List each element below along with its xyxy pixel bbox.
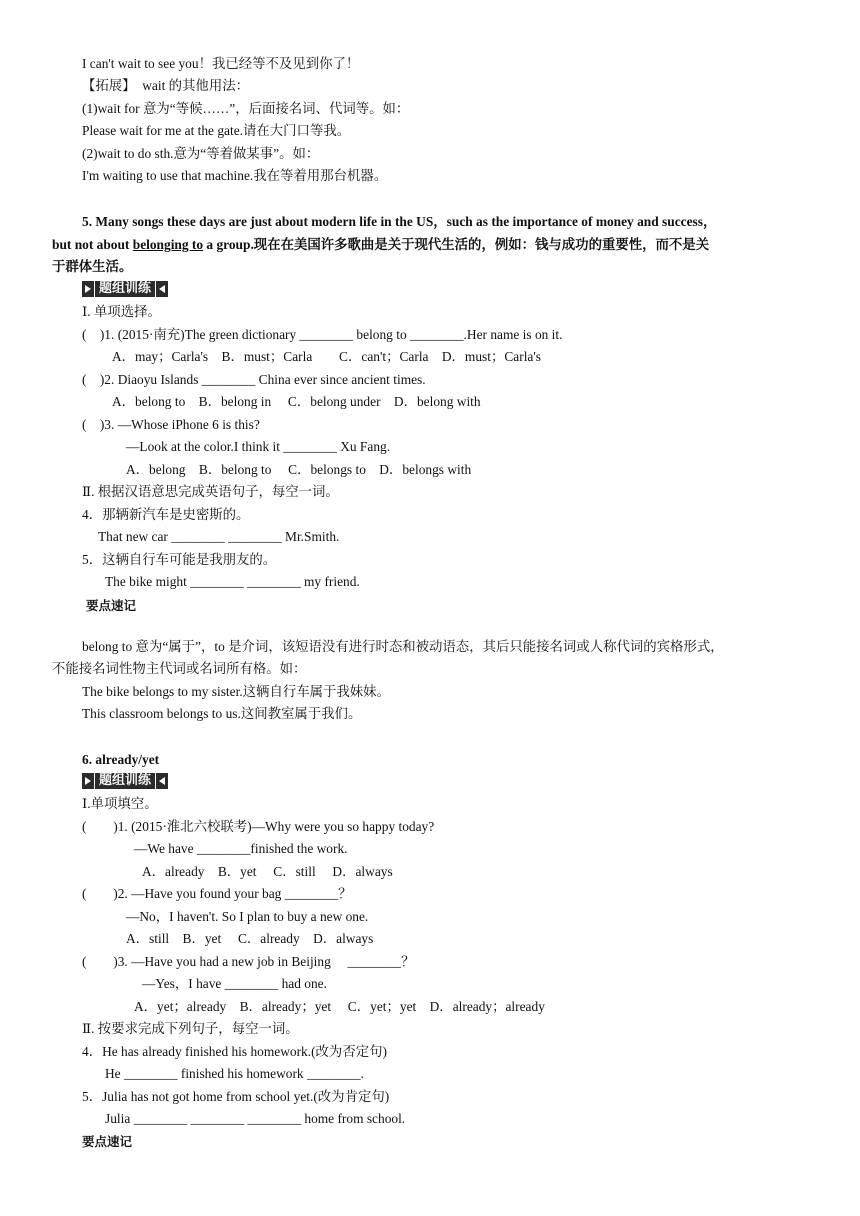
item5-note-example2: This classroom belongs to us.这间教室属于我们。 — [82, 706, 362, 721]
item5-q1-options: A．may；Carla's B．must；Carla C．can't；Carla D．must；Carla's — [112, 349, 541, 364]
item5-line2-post: a group.现在在美国许多歌曲是关于现代生活的，例如：钱与成功的重要性，而不是关 — [203, 237, 710, 252]
item6-section2-title: Ⅱ. 按要求完成下列句子，每空一词。 — [82, 1021, 299, 1036]
item6-q5-english: Julia ________ ________ ________ home from school. — [105, 1111, 406, 1126]
item5-q3: ( )3. —Whose iPhone 6 is this? — [82, 417, 260, 432]
item5-heading-line2 — [52, 236, 709, 254]
item5-q4-english: That new car ________ ________ Mr.Smith. — [98, 529, 340, 544]
item6-q3-options: A．yet；already B．already；yet C．yet；yet D．already；already — [134, 999, 545, 1014]
item5-practice-tag — [82, 281, 168, 297]
item6-practice-tag — [82, 773, 168, 789]
item6-q4: 4．He has already finished his homework.(改为否定句) — [82, 1044, 387, 1059]
item5-notes-title: 要点速记 — [86, 598, 137, 613]
item6-q1-reply: —We have ________finished the work. — [134, 841, 348, 856]
item6-q3: ( )3. —Have you had a new job in Beijing ________？ — [82, 954, 415, 969]
usage-2-example: I'm waiting to use that machine.我在等着用那台机器。 — [82, 168, 388, 183]
item6-q3-reply: —Yes，I have ________ had one. — [142, 976, 327, 991]
item6-heading: 6. already/yet — [82, 752, 160, 767]
item5-heading-line1: 5. Many songs these days are just about modern life in the US，such as the importance of money and success， — [82, 214, 717, 229]
tag-label: 题组训练 — [95, 281, 155, 297]
item6-q4-english: He ________ finished his homework ________. — [105, 1066, 364, 1081]
item5-q2-options: A．belong to B．belong in C．belong under D．belong with — [112, 394, 481, 409]
extension-heading: 【拓展】 wait 的其他用法： — [82, 78, 249, 93]
item5-q5-english: The bike might ________ ________ my friend. — [105, 574, 360, 589]
item5-q4: 4．那辆新汽车是史密斯的。 — [82, 507, 250, 522]
item5-q3-reply: —Look at the color.I think it ________ Xu Fang. — [126, 439, 391, 454]
item5-note-line2: 不能接名词性物主代词或名词所有格。如： — [52, 661, 307, 676]
triangle-right-icon — [82, 773, 94, 789]
item5-q2: ( )2. Diaoyu Islands ________ China ever since ancient times. — [82, 372, 426, 387]
item5-note-example1: The bike belongs to my sister.这辆自行车属于我妹妹。 — [82, 684, 390, 699]
usage-1-example: Please wait for me at the gate.请在大门口等我。 — [82, 123, 351, 138]
item5-section1-title: Ⅰ. 单项选择。 — [82, 304, 161, 319]
item6-q5: 5．Julia has not got home from school yet.(改为肯定句) — [82, 1089, 390, 1104]
triangle-left-icon — [156, 773, 168, 789]
item5-key-phrase: belonging to — [132, 237, 204, 252]
item5-q1: ( )1. (2015·南充)The green dictionary ________ belong to ________.Her name is on it. — [82, 327, 563, 342]
usage-2: (2)wait to do sth.意为“等着做某事”。如： — [82, 146, 320, 161]
item5-q5: 5．这辆自行车可能是我朋友的。 — [82, 552, 277, 567]
item5-q3-options: A．belong B．belong to C．belongs to D．belongs with — [126, 462, 472, 477]
item6-notes-title: 要点速记 — [82, 1134, 133, 1149]
usage-1: (1)wait for 意为“等候……”，后面接名词、代词等。如： — [82, 101, 410, 116]
example-sentence: I can't wait to see you！我已经等不及见到你了！ — [82, 56, 360, 71]
item5-note-line1: belong to 意为“属于”，to 是介词，该短语没有进行时态和被动语态，其后只能接名词或人称代词的宾格形式， — [82, 639, 724, 654]
item5-section2-title: Ⅱ. 根据汉语意思完成英语句子，每空一词。 — [82, 484, 339, 499]
item6-q2-options: A．still B．yet C．already D．always — [126, 931, 374, 946]
item5-heading-line3: 于群体生活。 — [52, 259, 133, 274]
item6-q2: ( )2. —Have you found your bag ________？ — [82, 886, 352, 901]
item6-section1-title: Ⅰ.单项填空。 — [82, 796, 158, 811]
triangle-left-icon — [156, 281, 168, 297]
triangle-right-icon — [82, 281, 94, 297]
item6-q1: ( )1. (2015·淮北六校联考)—Why were you so happy today? — [82, 819, 435, 834]
item6-q1-options: A．already B．yet C．still D．always — [142, 864, 393, 879]
tag-label: 题组训练 — [95, 773, 155, 789]
item5-line2-pre: but not about — [52, 237, 133, 252]
item6-q2-reply: —No，I haven't. So I plan to buy a new one. — [126, 909, 369, 924]
